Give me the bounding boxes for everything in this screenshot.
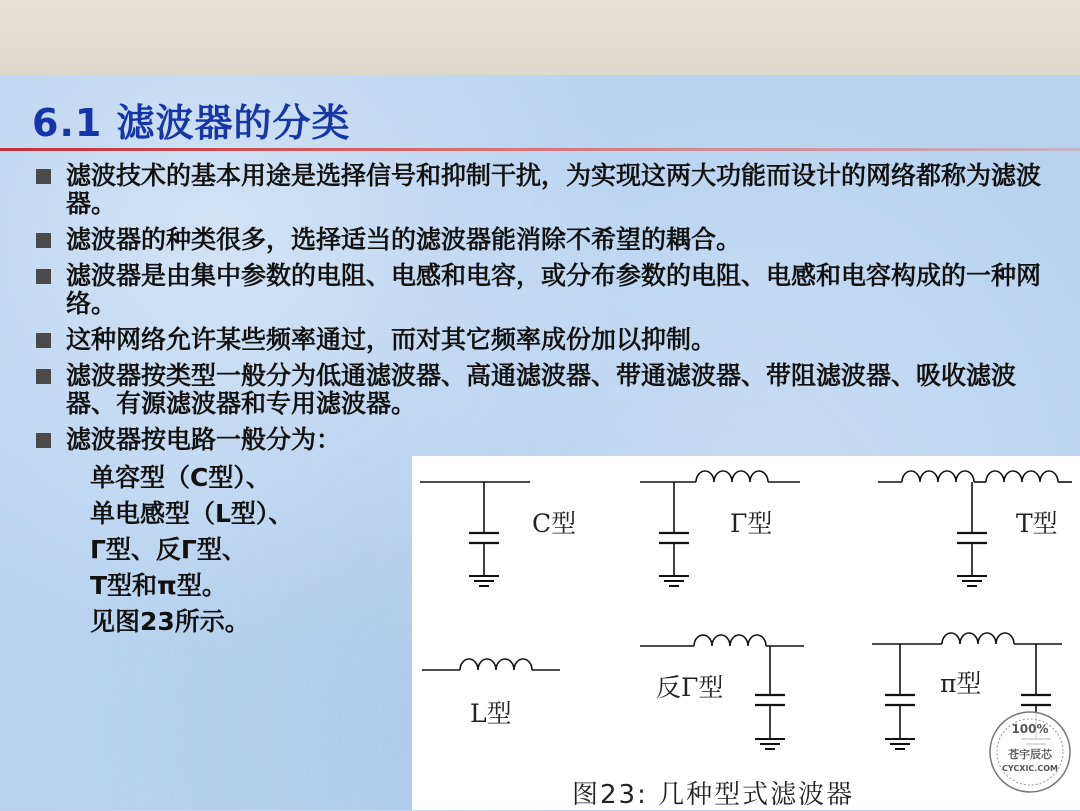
bullet-item: [36, 426, 1046, 454]
slide-title: 6.1 滤波器的分类: [32, 101, 351, 145]
square-bullet-icon: [36, 269, 51, 284]
reverse-gamma-type-label: 反Γ型: [656, 673, 724, 702]
watermark-top: 100%: [1011, 722, 1049, 736]
top-band: [0, 0, 1080, 75]
bullet-text: 这种网络允许某些频率通过，而对其它频率成份加以抑制。: [66, 325, 717, 354]
t-type-label: T型: [1016, 509, 1058, 538]
bullet-item: [36, 262, 1046, 318]
bullet-text: 滤波器按电路一般分为：: [66, 425, 342, 454]
bullet-item: [36, 362, 1046, 418]
c-type-circuit: [420, 482, 530, 586]
pi-type-label: π型: [940, 669, 982, 698]
bullet-text: 滤波器是由集中参数的电阻、电感和电容，或分布参数的电阻、电感和电容构成的一种网络。: [66, 261, 1042, 318]
sub-item: 单容型（C型）、: [90, 463, 271, 492]
bullet-list: [36, 162, 1046, 462]
watermark-logo: [988, 710, 1072, 794]
l-type-label: L型: [470, 699, 512, 728]
gamma-type-label: Γ型: [730, 509, 773, 538]
square-bullet-icon: [36, 369, 51, 384]
bullet-text: 滤波器按类型一般分为低通滤波器、高通滤波器、带通滤波器、带阻滤波器、吸收滤波器、有源滤波器和专用滤波器。: [66, 361, 1017, 418]
bullet-item: [36, 326, 1046, 354]
watermark-domain: CYCXIC.COM: [1002, 764, 1058, 773]
sub-item: 单电感型（L型）、: [90, 499, 294, 528]
l-type-circuit: [422, 659, 560, 670]
c-type-label: C型: [532, 509, 577, 538]
figure-caption: 图23: 几种型式滤波器: [572, 780, 855, 810]
title-divider: [0, 148, 1080, 151]
square-bullet-icon: [36, 169, 51, 184]
sub-item: T型和π型。: [90, 571, 227, 600]
sub-item: 见图23所示。: [90, 607, 250, 636]
square-bullet-icon: [36, 433, 51, 448]
sub-item: Γ型、反Γ型、: [90, 535, 247, 564]
gamma-type-circuit: [640, 471, 800, 586]
bullet-item: [36, 226, 1046, 254]
bullet-text: 滤波技术的基本用途是选择信号和抑制干扰，为实现这两大功能而设计的网络都称为滤波器。: [66, 161, 1042, 218]
square-bullet-icon: [36, 333, 51, 348]
filter-type-list: [90, 460, 293, 640]
bullet-text: 滤波器的种类很多，选择适当的滤波器能消除不希望的耦合。: [66, 225, 742, 254]
square-bullet-icon: [36, 233, 51, 248]
bullet-item: [36, 162, 1046, 218]
watermark-name: 苍宇辰芯: [1008, 748, 1052, 761]
filter-circuits-figure: [412, 456, 1080, 810]
